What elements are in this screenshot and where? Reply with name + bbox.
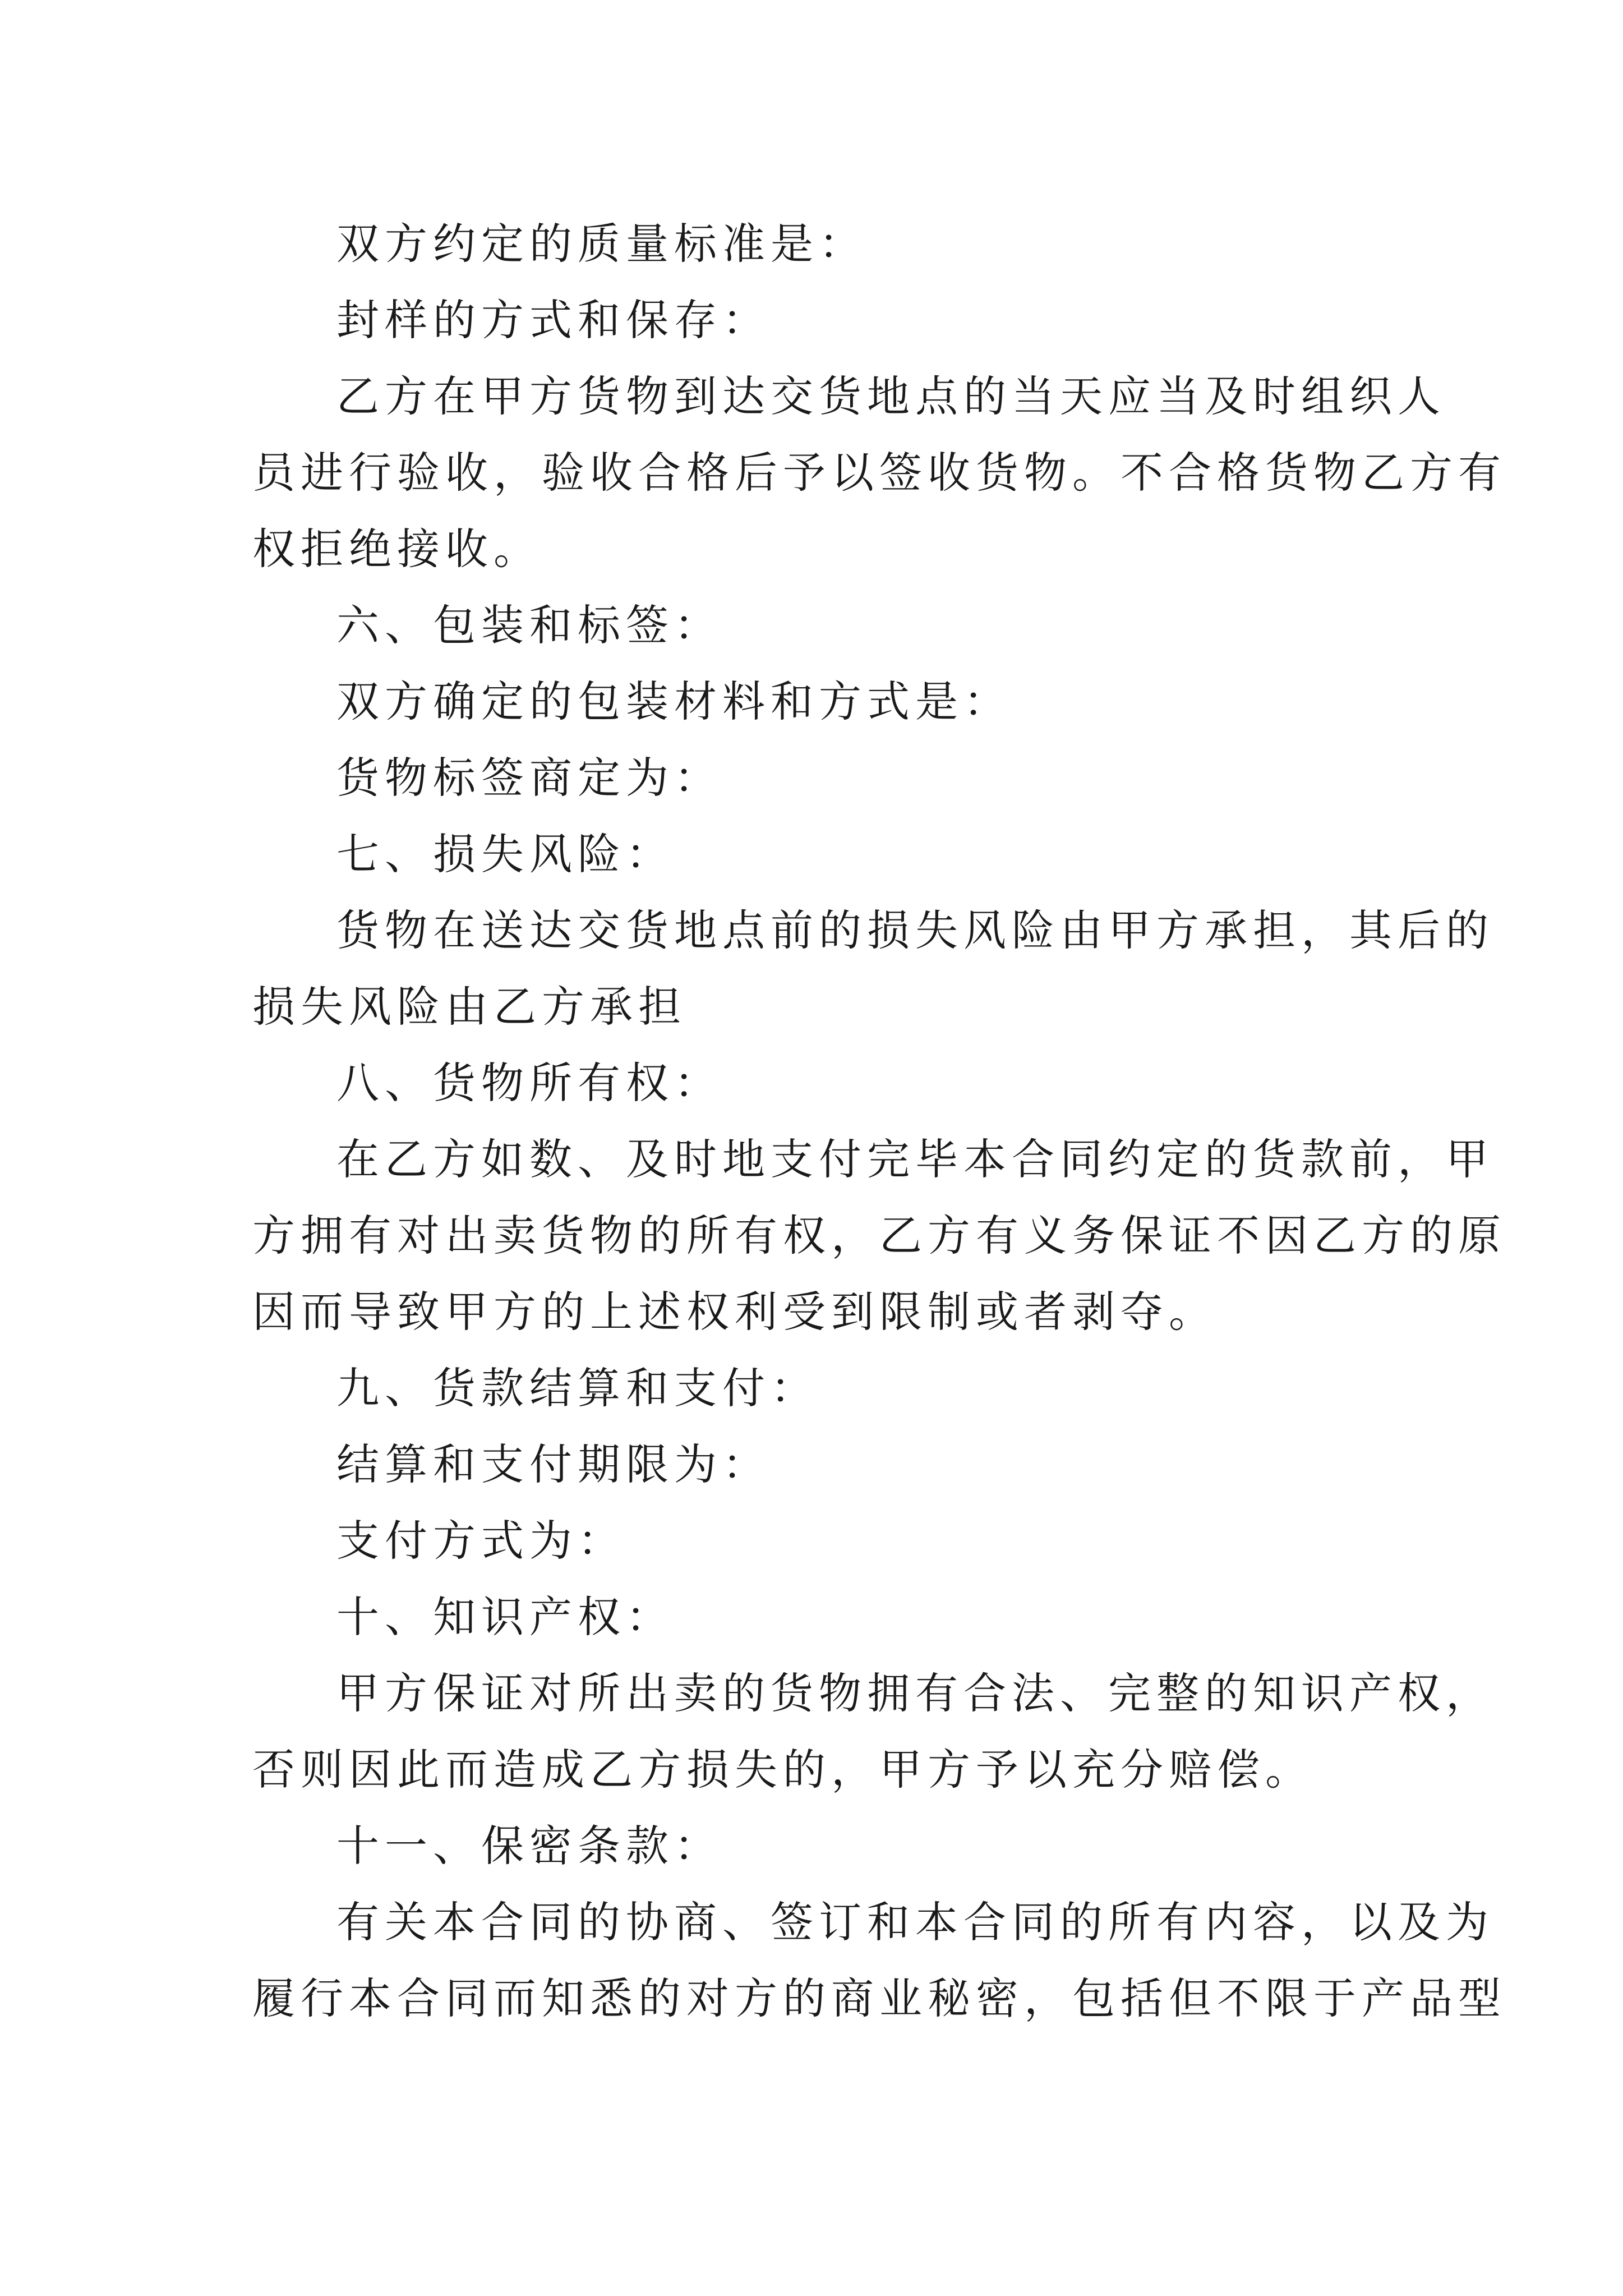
section-heading-payment: 九、货款结算和支付： bbox=[336, 1363, 819, 1413]
risk-paragraph-line-1: 货物在送达交货地点前的损失风险由甲方承担，其后的 bbox=[336, 905, 1494, 955]
confidentiality-paragraph-line-1: 有关本合同的协商、签订和本合同的所有内容，以及为 bbox=[336, 1897, 1494, 1947]
section-heading-confidentiality: 十一、保密条款： bbox=[336, 1821, 722, 1871]
ip-paragraph-line-2: 否则因此而造成乙方损失的，甲方予以充分赔偿。 bbox=[252, 1745, 1313, 1795]
payment-method-line: 支付方式为： bbox=[336, 1516, 626, 1566]
ownership-paragraph-line-1: 在乙方如数、及时地支付完毕本合同约定的货款前，甲 bbox=[336, 1134, 1494, 1184]
confidentiality-paragraph-line-2: 履行本合同而知悉的对方的商业秘密，包括但不限于产品型 bbox=[252, 1973, 1506, 2023]
payment-term-line: 结算和支付期限为： bbox=[336, 1439, 771, 1489]
section-heading-packaging: 六、包装和标签： bbox=[336, 600, 722, 650]
packaging-material-line: 双方确定的包装材料和方式是： bbox=[336, 677, 1012, 726]
section-heading-ip: 十、知识产权： bbox=[336, 1592, 674, 1642]
ownership-paragraph-line-2: 方拥有对出卖货物的所有权，乙方有义务保证不因乙方的原 bbox=[252, 1211, 1506, 1260]
inspection-paragraph-line-1: 乙方在甲方货物到达交货地点的当天应当及时组织人 bbox=[336, 371, 1446, 421]
section-heading-ownership: 八、货物所有权： bbox=[336, 1058, 722, 1108]
quality-standard-line: 双方约定的质量标准是： bbox=[336, 219, 867, 269]
inspection-paragraph-line-3: 权拒绝接收。 bbox=[252, 524, 542, 574]
risk-paragraph-line-2: 损失风险由乙方承担 bbox=[252, 982, 686, 1032]
ownership-paragraph-line-3: 因而导致甲方的上述权利受到限制或者剥夺。 bbox=[252, 1287, 1217, 1337]
ip-paragraph-line-1: 甲方保证对所出卖的货物拥有合法、完整的知识产权， bbox=[336, 1668, 1494, 1718]
goods-label-line: 货物标签商定为： bbox=[336, 753, 722, 803]
sample-sealing-line: 封样的方式和保存： bbox=[336, 295, 771, 345]
inspection-paragraph-line-2: 员进行验收，验收合格后予以签收货物。不合格货物乙方有 bbox=[252, 448, 1506, 498]
section-heading-risk: 七、损失风险： bbox=[336, 829, 674, 879]
